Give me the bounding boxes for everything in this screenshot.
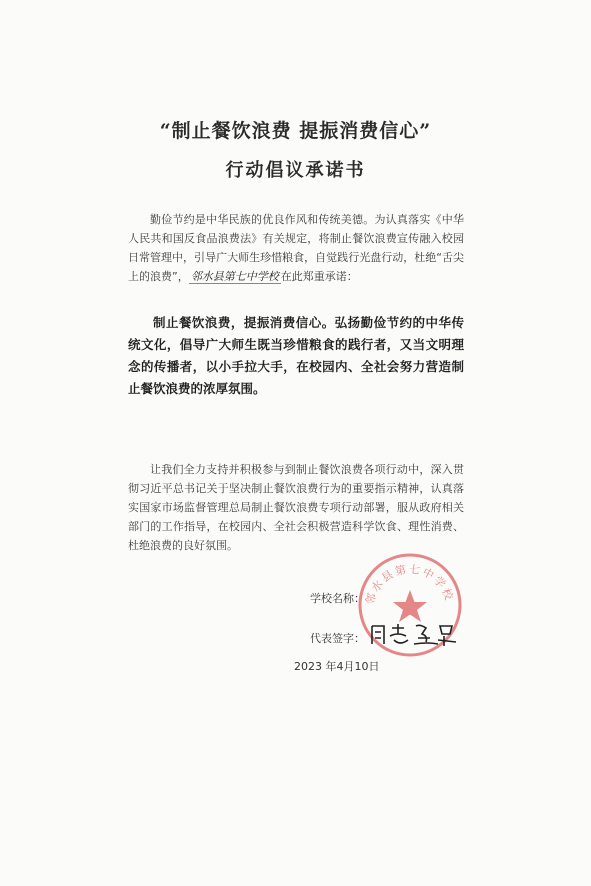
school-name-row — [310, 578, 510, 618]
intro-text: 勤俭节约是中华民族的优良作风和传统美德。为认真落实《中华人民共和国反食品浪费法》有关规定，将制止餐饮浪费宣传融入校园日常管理中，引导广大师生珍惜粮食，自觉践行光盘行动，杜绝“舌尖上的浪费”， — [128, 213, 464, 283]
pledge-paragraph — [128, 312, 464, 400]
representative-label: 代表签字： — [310, 632, 365, 645]
pledge-text: 制止餐饮浪费，提振消费信心。弘扬勤俭节约的中华传统文化，倡导广大师生既当珍惜粮食的践行者，又当文明理念的传播者，以小手拉大手，在校园内、全社会努力营造制止餐饮浪费的浓厚氛围。 — [128, 315, 464, 396]
intro-paragraph — [128, 210, 464, 286]
closing-paragraph — [128, 460, 464, 555]
handwritten-signature-icon — [368, 620, 460, 648]
intro-tail: 在此郑重承诺： — [280, 270, 358, 283]
closing-text: 让我们全力支持并积极参与到制止餐饮浪费各项行动中，深入贯彻习近平总书记关于坚决制止餐饮浪费行为的重要指示精神，认真落实国家市场监督管理总局制止餐饮浪费专项行动部署，服从政府相关部门的工作指导，在校园内、全社会积极营造科学饮食、理性消费、杜绝浪费的良好氛围。 — [128, 463, 464, 552]
school-name-label: 学校名称： — [310, 592, 365, 605]
seal-text: 邻水县第七中学校 — [363, 562, 457, 607]
document-subtitle: 行动倡议承诺书 — [225, 160, 366, 181]
handwritten-school-name: 邻水县第七中学校 — [190, 270, 279, 283]
signing-date: 2023 年4月10日 — [294, 660, 380, 673]
document-title: “制止餐饮浪费 提振消费信心” — [159, 120, 432, 142]
